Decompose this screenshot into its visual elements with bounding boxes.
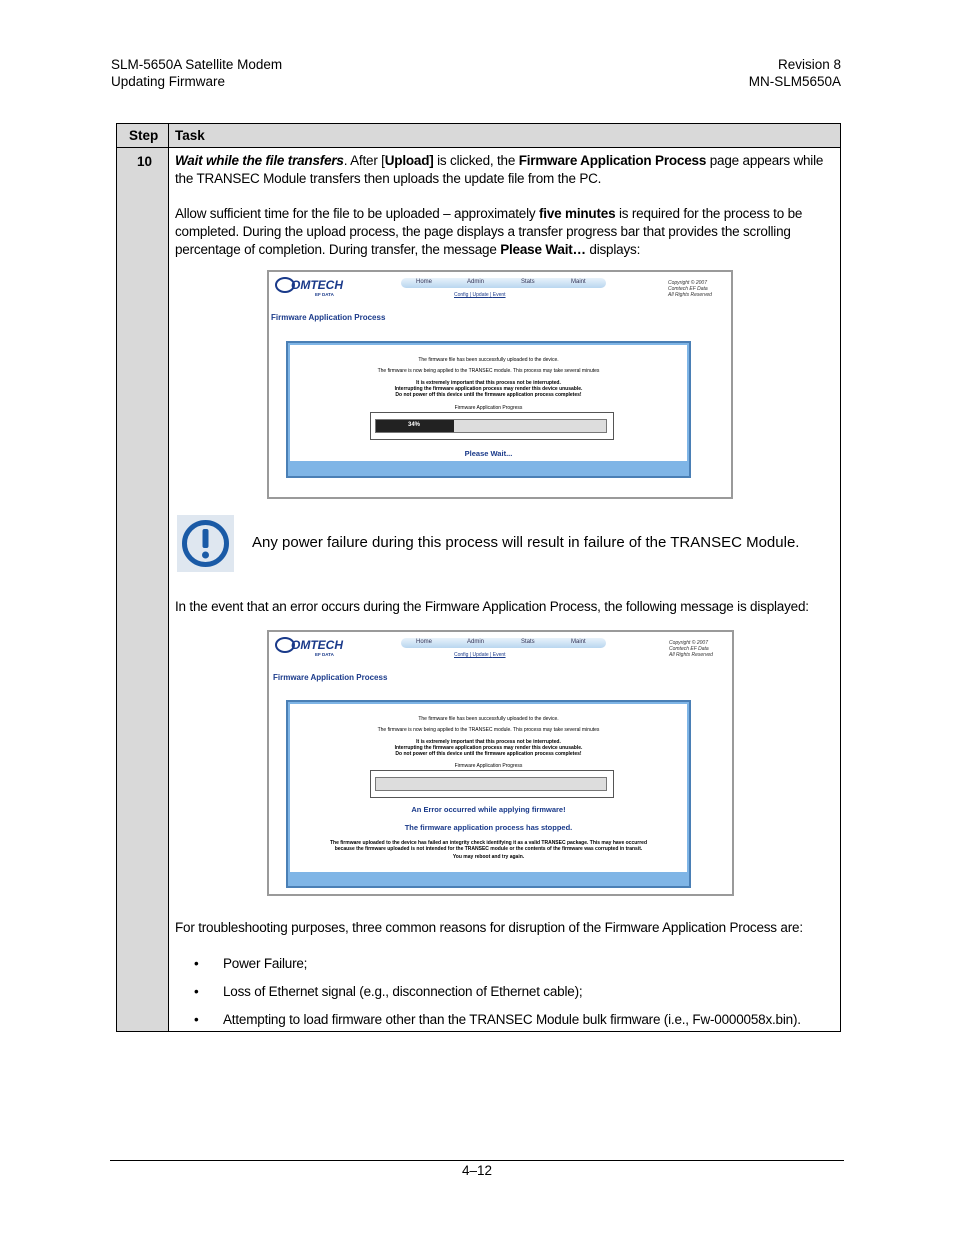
- caution-note: Any power failure during this process will result in failure of the TRANSEC Module.: [252, 534, 800, 551]
- subnav-event[interactable]: Event: [492, 292, 506, 298]
- page-title: Firmware Application Process: [273, 673, 388, 682]
- subnav-config[interactable]: Config: [454, 292, 469, 298]
- svg-text:EF DATA: EF DATA: [315, 292, 334, 297]
- comtech-logo: [275, 636, 363, 658]
- nav-maint[interactable]: Maint: [571, 639, 586, 645]
- bullet-power-failure: Power Failure;: [223, 956, 308, 971]
- svg-text:OMTECH: OMTECH: [291, 638, 343, 652]
- step-heading: Step: [129, 128, 159, 143]
- subnav-event[interactable]: Event: [492, 652, 506, 658]
- paragraph-4: For troubleshooting purposes, three common reasons for disruption of the Firmware Application Process are:: [175, 920, 803, 935]
- task-heading: Task: [175, 128, 205, 143]
- nav-home[interactable]: Home: [416, 639, 433, 645]
- screenshot-error: [267, 630, 734, 896]
- stopped-message: The firmware application process has stopped.: [404, 823, 573, 832]
- progress-percent: 34%: [408, 422, 421, 428]
- progress-box: [370, 770, 614, 798]
- nav-admin[interactable]: Admin: [467, 279, 485, 285]
- error-message: An Error occurred while applying firmware!: [411, 805, 566, 814]
- nav-maint[interactable]: Maint: [571, 279, 586, 285]
- nav-admin[interactable]: Admin: [467, 639, 485, 645]
- progress-box: [370, 412, 614, 440]
- bullet-wrong-firmware: Attempting to load firmware other than the TRANSEC Module bulk firmware (i.e., Fw-0000058x.bin).: [223, 1012, 801, 1027]
- manual-title: SLM-5650A Satellite Modem: [111, 57, 283, 72]
- comtech-logo: [275, 276, 363, 298]
- svg-text:OMTECH: OMTECH: [291, 278, 343, 292]
- subnav-update[interactable]: Update: [472, 652, 489, 658]
- progress-bar: [375, 777, 607, 791]
- step-column: [117, 148, 168, 1031]
- nav-home[interactable]: Home: [416, 279, 433, 285]
- nav-stats[interactable]: Stats: [521, 639, 535, 645]
- step-number: 10: [137, 154, 153, 169]
- manual-number: MN-SLM5650A: [748, 74, 841, 89]
- paragraph-2: Allow sufficient time for the file to be uploaded – approximately five minutes is required for the process to be completed. During the upload process, the page displays a transfer progress bar that provides the scrolling percentage of completion. During transfer, the message Please Wait… displays:: [175, 206, 803, 257]
- please-wait: Please Wait...: [464, 449, 513, 458]
- screenshot-progress: [267, 270, 733, 499]
- caution-icon: [177, 515, 234, 572]
- progress-bar: [375, 419, 607, 433]
- page-number: 4–12: [461, 1163, 493, 1178]
- revision: Revision 8: [777, 57, 841, 72]
- nav-stats[interactable]: Stats: [521, 279, 535, 285]
- header-left: [111, 56, 282, 90]
- nav-bar: [401, 638, 606, 648]
- sub-nav: Config | Update | Event: [454, 652, 506, 658]
- chapter-title: Updating Firmware: [111, 74, 226, 89]
- bullet-ethernet: Loss of Ethernet signal (e.g., disconnection of Ethernet cable);: [223, 984, 583, 999]
- page-title: Firmware Application Process: [271, 313, 386, 322]
- nav-bar: [401, 278, 606, 288]
- header-right: [749, 56, 841, 90]
- subnav-update[interactable]: Update: [472, 292, 489, 298]
- table-header: [117, 124, 840, 148]
- paragraph-3: In the event that an error occurs during the Firmware Application Process, the following message is displayed:: [175, 599, 809, 614]
- subnav-config[interactable]: Config: [454, 652, 469, 658]
- footer-rule: [110, 1160, 844, 1161]
- progress-panel: The firmware file has been successfully uploaded to the device. The firmware is now being applied to the TRANSEC module. This process may take several minutes It is extremely important that this process not be interrupted. Interrupting the firmware application process may render this device unusable. Do not power off this device until the firmware application process completes! Firmware Application Progress 34% Please Wait...: [286, 341, 691, 478]
- copyright: Copyright © 2007 Comtech EF Data All Rights Reserved: [669, 640, 713, 658]
- error-panel: The firmware file has been successfully uploaded to the device. The firmware is now being applied to the TRANSEC module. This process may take several minutes It is extremely important that this process not be interrupted. Interrupting the firmware application process may render this device unusable. Do not power off this device until the firmware application process completes! Firmware Application Progress An Error occurred while applying firmware! The firmware application process has stopped. The firmware uploaded to the device has failed an integrity check identifying it as a valid TRANSEC package. This may have occurred because the firmware uploaded is not intended for the TRANSEC module or the contents of the firmware was corrupted in transit. You may reboot and try again.: [286, 700, 691, 888]
- svg-text:EF DATA: EF DATA: [315, 652, 334, 657]
- sub-nav: Config | Update | Event: [454, 292, 506, 298]
- paragraph-1: Wait while the file transfers. After [Upload] is clicked, the Firmware Application Process page appears while the TRANSEC Module transfers then uploads the update file from the PC.: [175, 153, 824, 186]
- copyright: Copyright © 2007 Comtech EF Data All Rights Reserved: [668, 280, 712, 298]
